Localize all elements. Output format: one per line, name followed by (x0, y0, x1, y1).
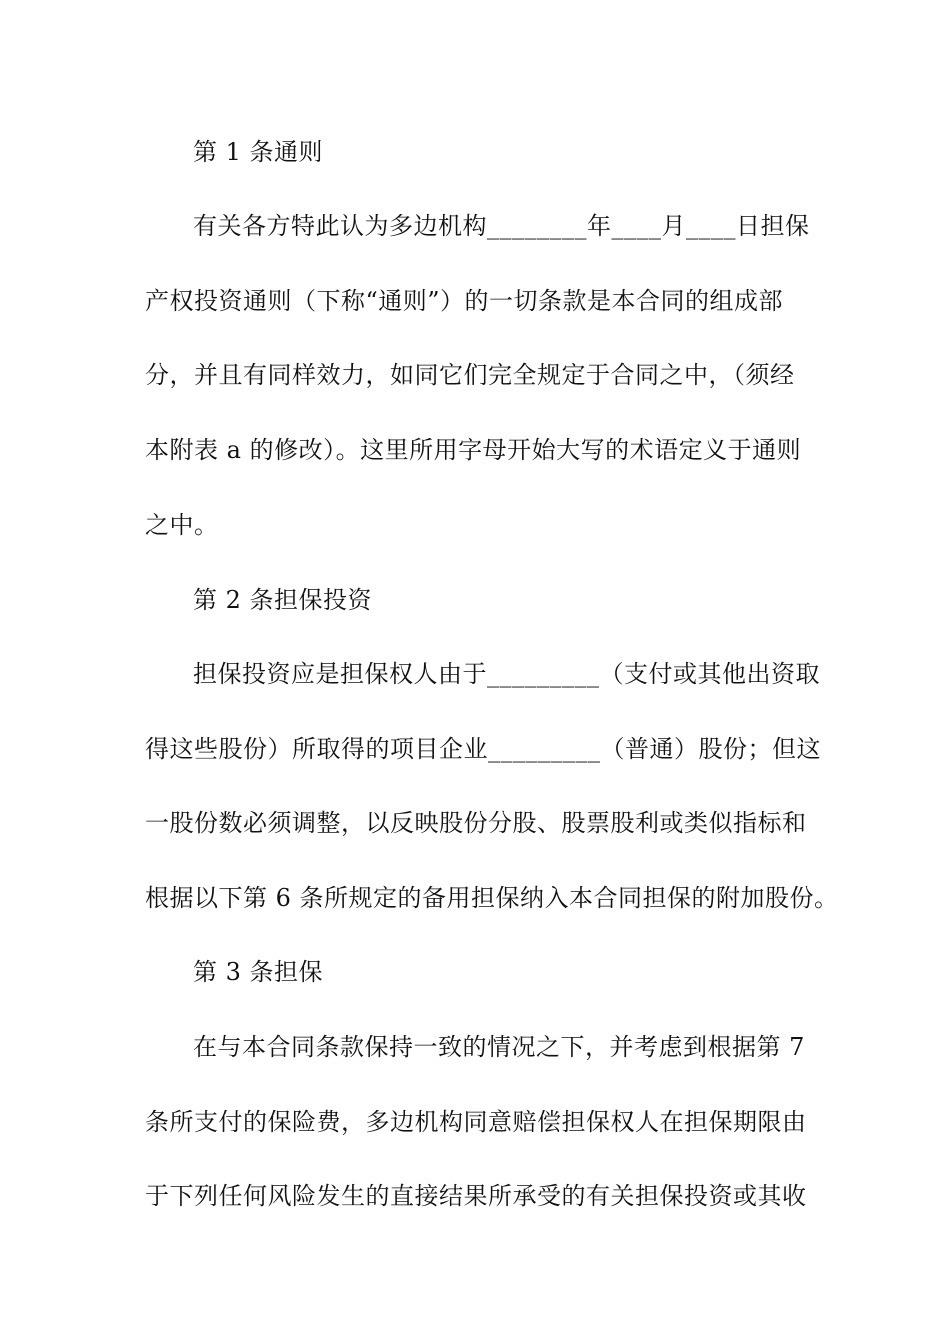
paragraph-line: 根据以下第 6 条所规定的备用担保纳入本合同担保的附加股份。 (145, 884, 839, 912)
paragraph-line: 在与本合同条款保持一致的情况之下，并考虑到根据第 7 (193, 1033, 805, 1061)
paragraph-line: 得这些股份）所取得的项目企业_________（普通）股份；但这 (145, 735, 821, 763)
paragraph-line: 产权投资通则（下称“通则”）的一切条款是本合同的组成部 (145, 287, 784, 315)
paragraph-line: 于下列任何风险发生的直接结果所承受的有关担保投资或其收 (145, 1182, 807, 1210)
paragraph-line: 本附表 a 的修改）。这里所用字母开始大写的术语定义于通则 (145, 436, 802, 464)
paragraph-line: 分，并且有同样效力，如同它们完全规定于合同之中，（须经 (145, 361, 795, 389)
paragraph-line: 之中。 (145, 511, 219, 539)
article-1-heading: 第 1 条通则 (193, 138, 324, 166)
article-2-heading: 第 2 条担保投资 (193, 586, 373, 614)
article-3-heading: 第 3 条担保 (193, 958, 324, 986)
paragraph-line: 条所支付的保险费，多边机构同意赔偿担保权人在担保期限由 (145, 1108, 807, 1136)
paragraph-line: 有关各方特此认为多边机构________年____月____日担保 (193, 212, 810, 240)
paragraph-line: 担保投资应是担保权人由于_________（支付或其他出资取 (193, 660, 820, 688)
paragraph-line: 一股份数必须调整，以反映股份分股、股票股利或类似指标和 (145, 809, 807, 837)
